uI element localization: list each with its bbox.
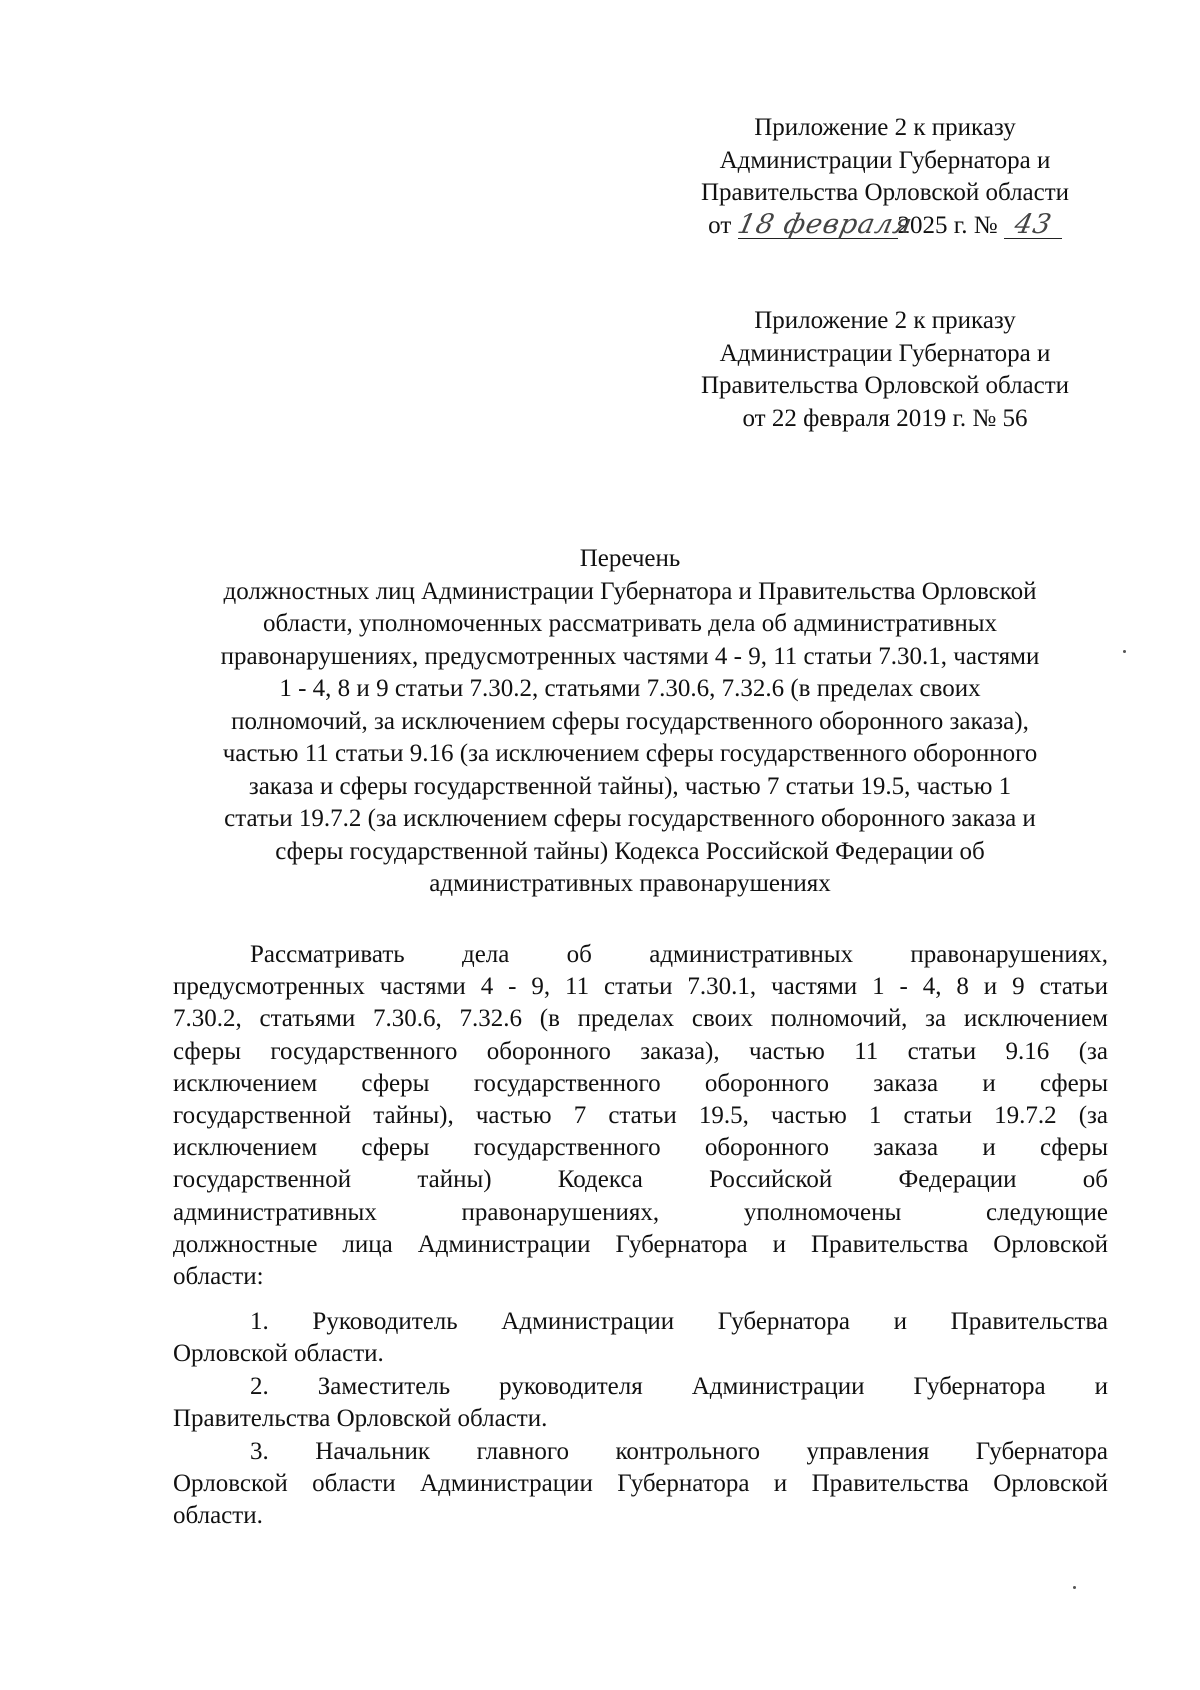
header-line: от 22 февраля 2019 г. № 56 [742, 404, 1028, 432]
attachment-header-2025 [660, 112, 1110, 242]
header-line: Правительства Орловской области [700, 372, 1070, 399]
date-year: 2025 г. № [897, 211, 998, 239]
main-paragraph [173, 939, 1108, 1293]
paragraph-line: должностные лица Администрации Губернатора и Правительства Орловской [173, 1230, 1108, 1258]
paragraph-line: сферы государственного оборонного заказа), частью 11 статьи 9.16 (за [173, 1037, 1108, 1065]
paragraph-line: исключением сферы государственного оборонного заказа и сферы [173, 1069, 1108, 1097]
paragraph-line: государственной тайны), частью 7 статьи 19.5, частью 1 статьи 19.7.2 (за [173, 1102, 1108, 1130]
list-item-line: Правительства Орловской области. [173, 1405, 548, 1433]
title-line: административных правонарушениях [429, 870, 831, 897]
header-line: Администрации Губернатора и [719, 339, 1051, 367]
handwritten-number: 43 [1011, 208, 1055, 240]
header-line: Администрации Губернатора и [719, 146, 1051, 174]
title-line: области, уполномоченных рассматривать дела об административных [262, 610, 998, 637]
header-line: Приложение 2 к приказу [754, 114, 1016, 141]
title-line: сферы государственной тайны) Кодекса Российской Федерации об [275, 837, 985, 865]
title-line: полномочий, за исключением сферы государственного оборонного заказа), [231, 707, 1029, 735]
scan-speck [1123, 650, 1126, 653]
title-line: должностных лиц Администрации Губернатора и Правительства Орловской [223, 577, 1037, 605]
title-heading: Перечень [579, 545, 681, 572]
list-item [173, 1436, 1108, 1533]
order-date-line [660, 210, 1110, 242]
handwritten-number-field [1004, 208, 1062, 240]
title-line: частью 11 статьи 9.16 (за исключением сферы государственного оборонного [222, 740, 1038, 767]
attachment-header-2019 [660, 305, 1110, 435]
paragraph-line: государственной тайны) Кодекса Российской Федерации об [173, 1166, 1108, 1194]
list-item-line: Орловской области. [173, 1340, 384, 1368]
paragraph-line: Рассматривать дела об административных правонарушениях, [250, 941, 1108, 968]
list-item [173, 1306, 1108, 1370]
list-item-line: Орловской области Администрации Губернатора и Правительства Орловской [173, 1470, 1108, 1498]
list-item-line: 1. Руководитель Администрации Губернатора и Правительства [250, 1308, 1108, 1335]
list-item-line: 2. Заместитель руководителя Администрации Губернатора и [250, 1373, 1108, 1400]
header-line: Приложение 2 к приказу [754, 307, 1016, 334]
title-line: 1 - 4, 8 и 9 статьи 7.30.2, статьями 7.30.6, 7.32.6 (в пределах своих [279, 675, 981, 702]
list-item-line: области. [173, 1502, 263, 1530]
paragraph-line: предусмотренных частями 4 - 9, 11 статьи 7.30.1, частями 1 - 4, 8 и 9 статьи [173, 973, 1108, 1001]
paragraph-line: исключением сферы государственного оборонного заказа и сферы [173, 1134, 1108, 1162]
handwritten-date: 18 февраля [734, 208, 916, 240]
handwritten-date-field [734, 208, 916, 240]
list-item [173, 1371, 1108, 1435]
paragraph-line: области: [173, 1263, 264, 1291]
date-prefix: от [708, 211, 732, 239]
list-item-line: 3. Начальник главного контрольного управления Губернатора [250, 1438, 1108, 1465]
paragraph-line: 7.30.2, статьями 7.30.6, 7.32.6 (в пределах своих полномочий, за исключением [173, 1005, 1108, 1033]
title-line: правонарушениях, предусмотренных частями 4 - 9, 11 статьи 7.30.1, частями [220, 642, 1040, 670]
scan-speck [1073, 1586, 1076, 1589]
paragraph-line: административных правонарушениях, уполномочены следующие [173, 1198, 1108, 1226]
header-line: Правительства Орловской области [700, 179, 1070, 206]
title-line: статьи 19.7.2 (за исключением сферы государственного оборонного заказа и [224, 805, 1036, 832]
title-line: заказа и сферы государственной тайны), частью 7 статьи 19.5, частью 1 [248, 772, 1012, 800]
document-title [170, 543, 1090, 901]
